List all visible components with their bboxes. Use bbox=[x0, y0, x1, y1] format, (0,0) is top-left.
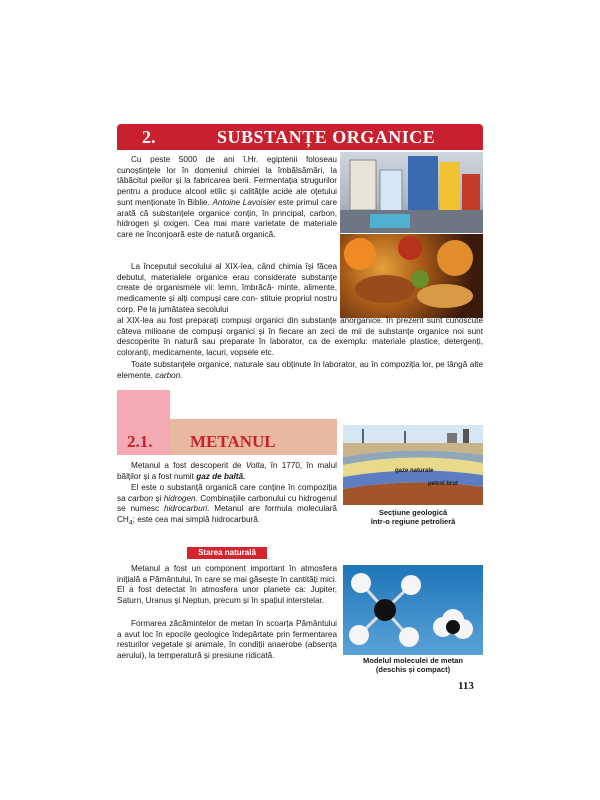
chapter-header bbox=[117, 124, 483, 150]
section-title: METANUL bbox=[190, 432, 276, 451]
metan-paragraph-1: Metanul a fost descoperit de Volta, în 1770, în malul bălților și a fost numit gaz de baltă. bbox=[117, 461, 337, 481]
intro-paragraph-2-start: La începutul secolului al XIX-lea, când chimia își făcea debutul, materialele organice erau considerate substanțe create de organismele vii: lemn, îmbrăcă- minte, alimente, medicamente și alți compuși care con- stituie propriul nostru corp. Pe la jumătatea secolului bbox=[117, 262, 338, 314]
volta-name: Volta bbox=[245, 461, 265, 470]
methane-model-figure bbox=[343, 565, 483, 655]
natural-state-paragraph-1: Metanul a fost un component important în atmosfera inițială a Pământului, în care se mai găsește în cantități mici. El a fost detectat în atmosfera unor planete ca: Jupiter, Saturn, Uranus și Neptun, precum și în spațiul interstelar. bbox=[117, 564, 337, 606]
section-number: 2.1. bbox=[127, 432, 153, 451]
intro-paragraph-3: Toate substanțele organice, naturale sau obținute în laborator, au în compoziția lor, pe lângă alte elemente, carbon. bbox=[117, 360, 483, 380]
chemicals-photo bbox=[340, 152, 483, 233]
geo-caption: Secțiune geologică într-o regiune petrolieră bbox=[370, 508, 456, 526]
chapter-title: SUBSTANȚE ORGANICE bbox=[217, 127, 436, 147]
metan-paragraph-2: El este o substanță organică care conține în compoziția sa carbon și hidrogen. Combinațiile carbonului cu hidrogenul se numesc hidrocarburi. Metanul are formula moleculară $CH_4$; este cea mai simplă hidrocarbură. bbox=[117, 483, 337, 527]
geological-section-figure bbox=[343, 425, 483, 505]
carbon-emphasis: carbon. bbox=[155, 370, 183, 380]
molecule-caption: Modelul moleculei de metan (deschis și compact) bbox=[362, 656, 464, 674]
intro-paragraph-1: Cu peste 5000 de ani î.Hr. egiptenii foloseau cunoștințele lor în domeniul chimiei la îmbălsămări, la tăbăcitul pieilor și la fabricarea berii. Fermentația strugurilor pentru a produce alcool etilic și calitățile acide ale oțetului sunt menționate în Biblie. Antoine Lavoisier este primul care arată că substanțele organice conțin, în principal, carbon, hidrogen și oxigen. Cea mai mare varietate de materiale care ne înconjoară este de natură organică. bbox=[117, 155, 338, 239]
intro-paragraph-2-end: al XIX-lea au fost preparați compuși organici din substanțe anorganice. În prezent sunt cunoscute câteva milioane de compuși organici și în fiecare an zeci de mii de substanțe organice noi sunt descoperite în natură sau preparate în laborator, ca de exemplu: materiale plastice, detergenți, coloranți, medicamente, lacuri, vopsele etc. bbox=[117, 316, 483, 358]
chapter-number: 2. bbox=[142, 127, 156, 147]
natural-state-heading: Starea naturală bbox=[187, 547, 267, 559]
page-number: 113 bbox=[458, 680, 474, 692]
gaz-de-balta: gaz de baltă. bbox=[196, 471, 246, 481]
author-name: Antoine Lavoisier bbox=[212, 197, 276, 207]
natural-state-paragraph-2: Formarea zăcămintelor de metan în scoarța Pământului a avut loc în epocile geologice îndepărtate prin fermentarea resturilor vegetale și animale, în condiții anaerobe (absența aerului), la temperatură și presiune ridicată. bbox=[117, 619, 337, 661]
gas-label: gaze naturale bbox=[395, 468, 434, 474]
food-photo bbox=[340, 234, 483, 318]
oil-label: petrol brut bbox=[428, 481, 458, 487]
